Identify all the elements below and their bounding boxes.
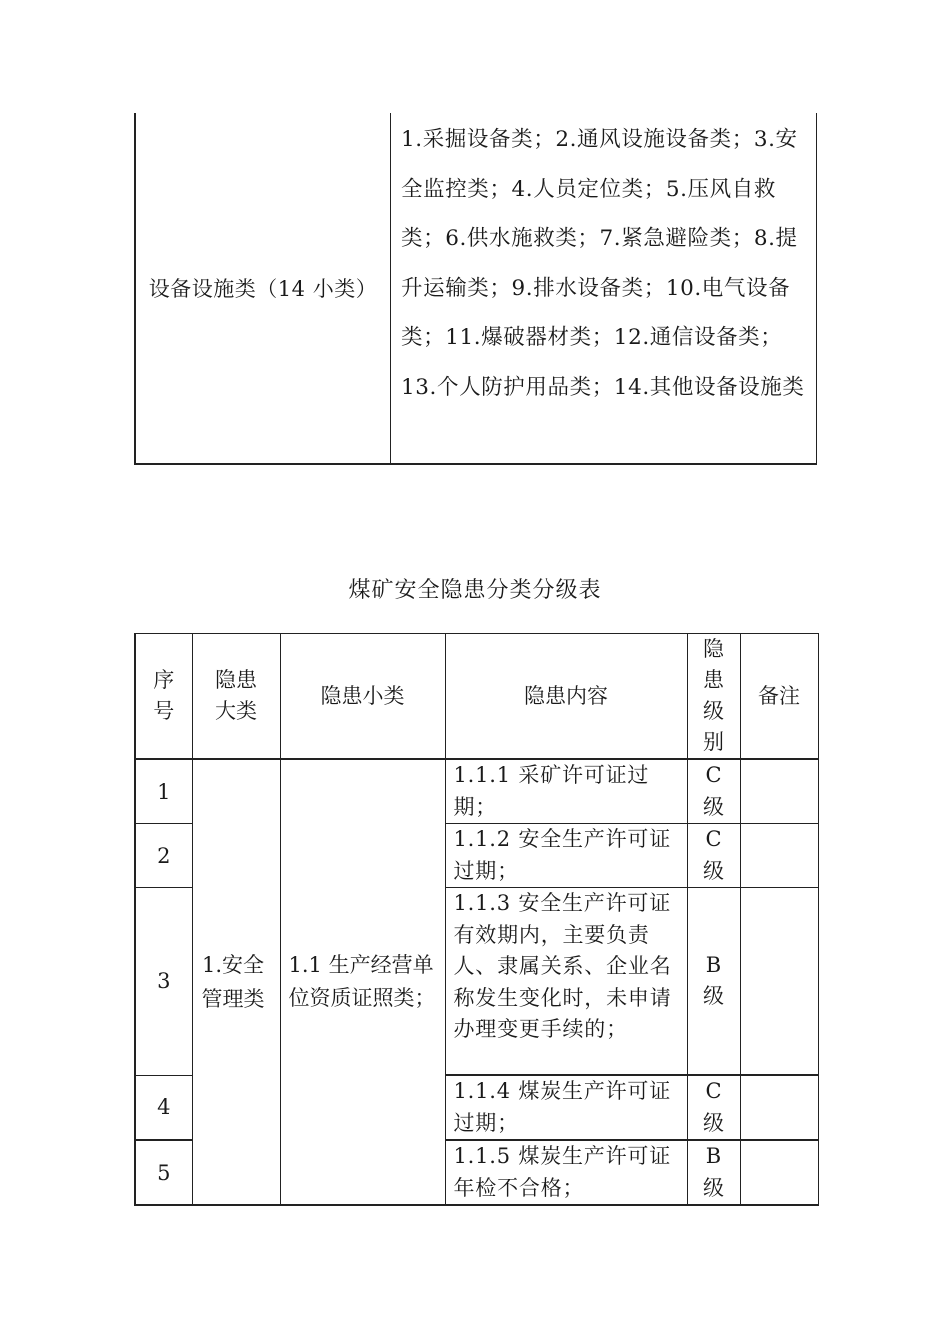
- major-category-cell: 1.安全管理类: [192, 759, 280, 1205]
- hazard-level: C级: [687, 824, 740, 888]
- hazard-content: 1.1.4 煤炭生产许可证过期；: [445, 1075, 687, 1140]
- hazard-level: B级: [687, 1140, 740, 1205]
- equipment-category-table: [134, 113, 817, 465]
- row-number: 2: [135, 824, 192, 888]
- hazard-content: 1.1.3 安全生产许可证有效期内，主要负责人、隶属关系、企业名称发生变化时，未申请办理变更手续的；: [445, 888, 687, 1076]
- note-cell: [740, 888, 818, 1076]
- hazard-content: 1.1.5 煤炭生产许可证年检不合格；: [445, 1140, 687, 1205]
- hazard-content: 1.1.2 安全生产许可证过期；: [445, 824, 687, 888]
- category-cell: 设备设施类（14 小类）: [135, 113, 391, 464]
- row-number: 5: [135, 1140, 192, 1205]
- table-row: [135, 759, 818, 824]
- note-cell: [740, 759, 818, 824]
- category-items-cell: 1.采掘设备类；2.通风设施设备类；3.安全监控类；4.人员定位类；5.压风自救类；6.供水施救类；7.紧急避险类；8.提升运输类；9.排水设备类；10.电气设备类；11.爆破器材类；12.通信设备类； 13.个人防护用品类；14.其他设备设施类: [391, 113, 817, 464]
- header-note: 备注: [740, 634, 818, 760]
- header-level: 隐患级别: [687, 634, 740, 760]
- page-title: 煤矿安全隐患分类分级表: [348, 578, 602, 603]
- table-row: [135, 113, 817, 464]
- hazard-level: C级: [687, 1075, 740, 1140]
- note-cell: [740, 824, 818, 888]
- note-cell: [740, 1075, 818, 1140]
- hazard-content: 1.1.1 采矿许可证过期；: [445, 759, 687, 824]
- header-row: [135, 634, 818, 760]
- note-cell: [740, 1140, 818, 1205]
- hazard-level: B级: [687, 888, 740, 1076]
- row-number: 4: [135, 1075, 192, 1140]
- hazard-classification-table: [134, 633, 819, 1206]
- header-minor-category: 隐患小类: [280, 634, 445, 760]
- row-number: 3: [135, 888, 192, 1076]
- header-content: 隐患内容: [445, 634, 687, 760]
- minor-category-cell: 1.1 生产经营单位资质证照类；: [280, 759, 445, 1205]
- row-number: 1: [135, 759, 192, 824]
- header-no: 序号: [135, 634, 192, 760]
- header-major-category: 隐患大类: [192, 634, 280, 760]
- hazard-level: C级: [687, 759, 740, 824]
